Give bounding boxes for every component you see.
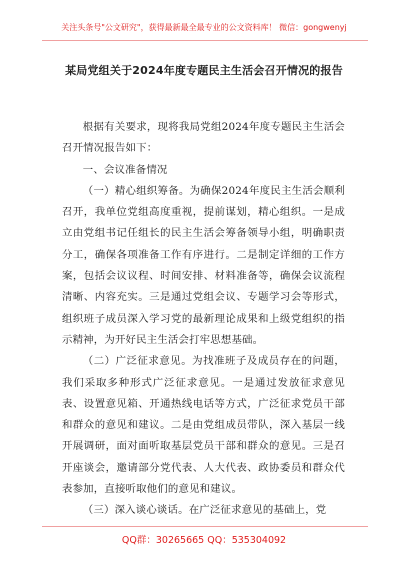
- section-heading: 一、会议准备情况: [82, 163, 168, 176]
- footer-contact: QQ群：30265665 QQ：535304092: [121, 535, 287, 546]
- header-divider: [42, 40, 368, 41]
- body-paragraph-1: （一）精心组织筹备。为确保2024年度民主生活会顺利召开，我单位党组高度重视，提前谋划，精心组织。一是成立由党组书记任组长的民主生活会筹备领导小组，明确职责分工，确保各项准备工作有序进行。二是制定详细的工作方案，包括会议议程、时间安排、材料准备等，确保会议流程清晰、内容充实。三是通过党组会议、专题学习会等形式，组织班子成员深入学习党的最新理论成果和上级党组织的指示精神，为开好民主生活会打牢思想基础。: [62, 184, 345, 346]
- footer-divider: [42, 526, 368, 527]
- document-title: 某局党组关于2024年度专题民主生活会召开情况的报告: [65, 64, 343, 77]
- header-banner: 关注头条号"公文研究"，获得最新最全最专业的公文资料库！ 微信：gongwenyj: [61, 23, 347, 32]
- body-paragraph-3: （三）深入谈心谈话。在广泛征求意见的基础上，党: [82, 504, 327, 517]
- body-paragraph-2: （二）广泛征求意见。为找准班子及成员存在的问题，我们采取多种形式广泛征求意见。一是通过发放征求意见表、设置意见箱、开通热线电话等方式，广泛征求党员干部和群众的意见和建议。二是由党组成员带队，深入基层一线开展调研，面对面听取基层党员干部和群众的意见。三是召开座谈会，邀请部分党代表、人大代表、政协委员和群众代表参加，直接听取他们的意见和建议。: [62, 355, 345, 496]
- intro-paragraph: 根据有关要求，现将我局党组2024年度专题民主生活会召开情况报告如下：: [62, 121, 345, 155]
- document-body: [62, 117, 345, 522]
